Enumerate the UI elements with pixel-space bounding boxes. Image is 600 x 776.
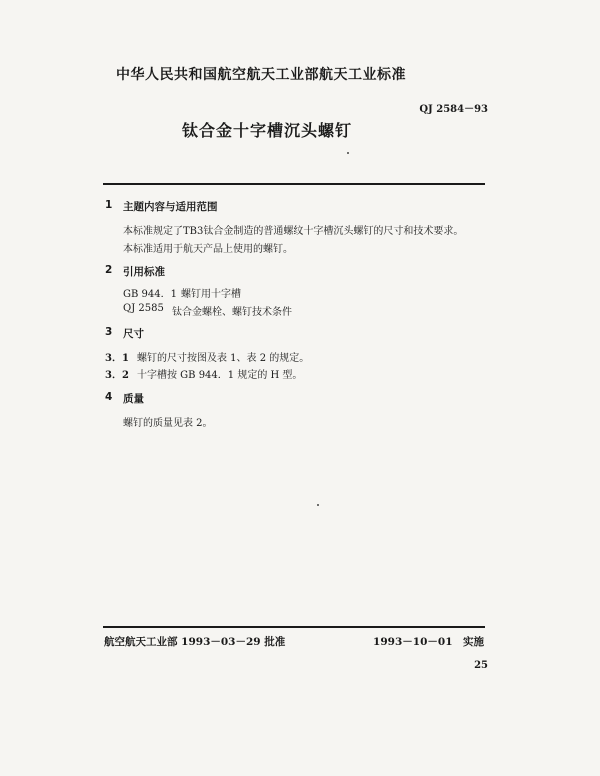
clause-3-1-text: 螺钉的尺寸按图及表 1、表 2 的规定。: [137, 353, 310, 364]
section-2-number: 2: [105, 264, 113, 276]
scan-speck: [317, 504, 319, 506]
effective-date: 1993－10－01 实施: [373, 636, 484, 648]
reference-code-1: GB 944．1: [123, 289, 177, 300]
section-4-paragraph-1: 螺钉的质量见表 2。: [123, 418, 213, 429]
reference-desc-1: 螺钉用十字槽: [181, 289, 241, 300]
header-rule: [103, 183, 485, 185]
issuing-organization: 中华人民共和国航空航天工业部航天工业标准: [116, 67, 406, 83]
section-2-heading: 引用标准: [123, 266, 165, 278]
section-3-heading: 尺寸: [123, 328, 144, 340]
approval-line: 航空航天工业部 1993－03－29 批准: [104, 636, 286, 648]
section-4-heading: 质量: [123, 393, 144, 405]
section-3-number: 3: [105, 326, 113, 338]
standard-code: QJ 2584－93: [419, 104, 488, 115]
page-number: 25: [474, 660, 488, 671]
document-title: 钛合金十字槽沉头螺钉: [182, 121, 353, 140]
section-1-number: 1: [105, 199, 113, 211]
scan-speck: [347, 152, 349, 154]
section-1-heading: 主题内容与适用范围: [123, 201, 218, 213]
reference-code-2: QJ 2585: [123, 303, 164, 314]
section-1-paragraph-2: 本标准适用于航天产品上使用的螺钉。: [123, 244, 293, 255]
section-1-paragraph-1: 本标准规定了TB3钛合金制造的普通螺纹十字槽沉头螺钉的尺寸和技术要求。: [123, 226, 464, 237]
footer-rule: [103, 626, 485, 628]
reference-desc-2: 钛合金螺栓、螺钉技术条件: [172, 307, 292, 318]
clause-3-2-text: 十字槽按 GB 944．1 规定的 H 型。: [137, 370, 303, 381]
section-4-number: 4: [105, 391, 113, 403]
clause-3-2-number: 3．2: [105, 370, 129, 381]
clause-3-1-number: 3．1: [105, 353, 129, 364]
